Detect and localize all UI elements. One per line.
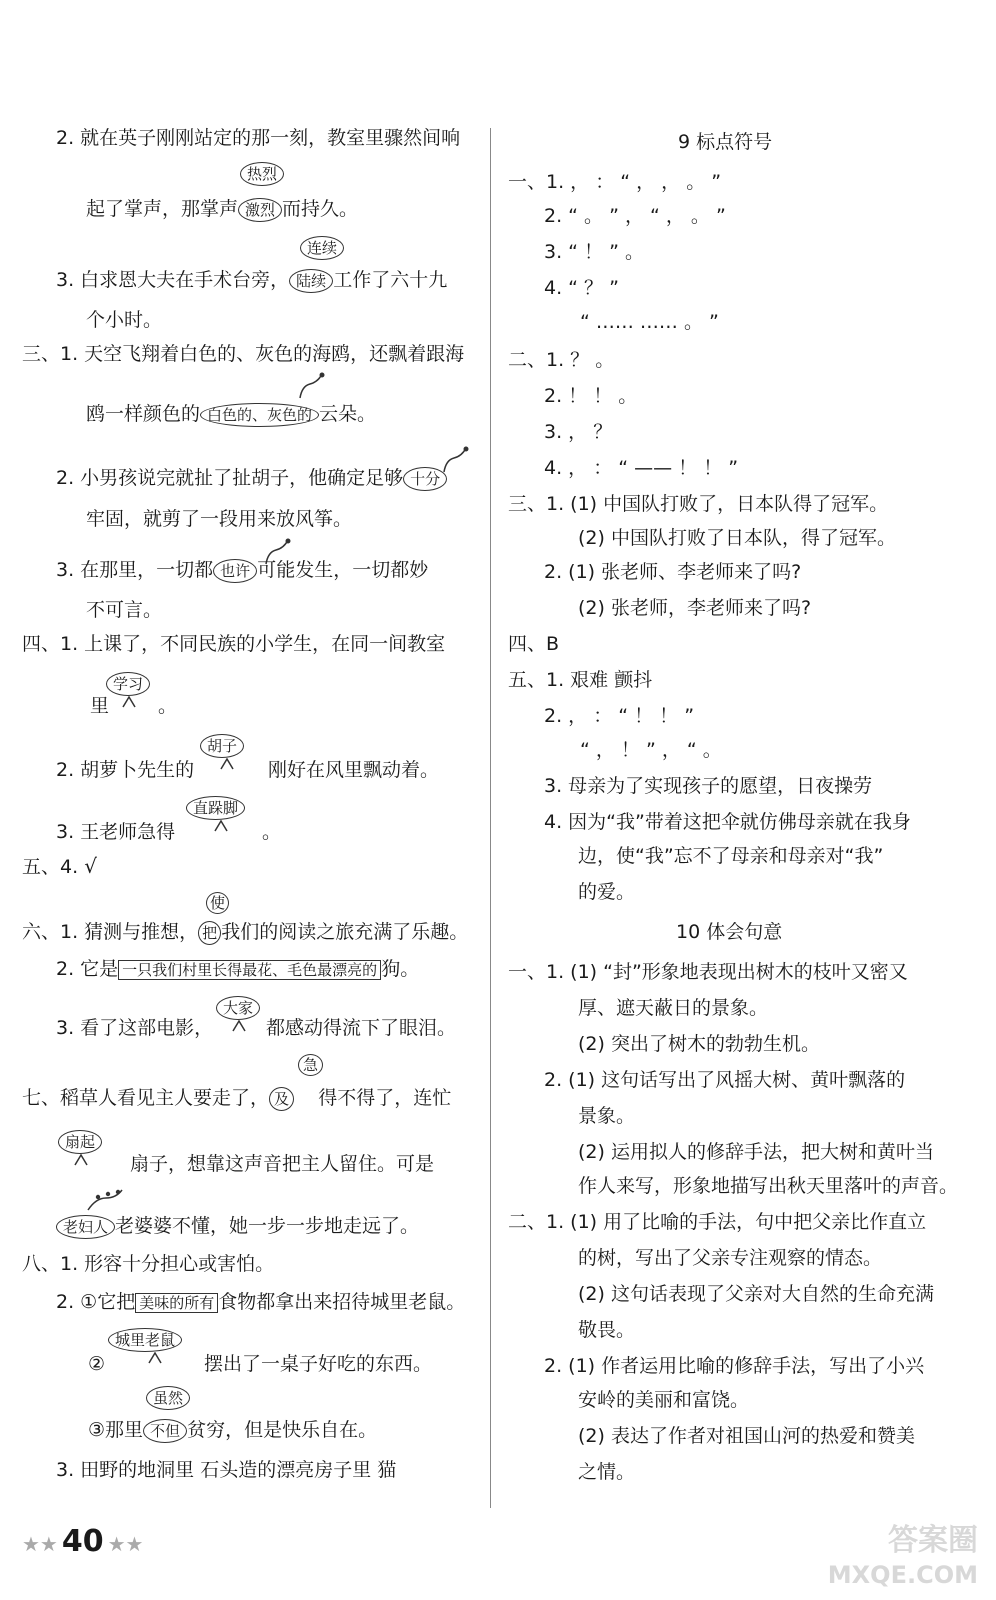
answer-line: 安岭的美丽和富饶。: [578, 1389, 750, 1411]
insert-caret-icon: [74, 1154, 88, 1166]
insert-caret-icon: [148, 1352, 162, 1364]
answer-line: 3. 在那里，一切都 也许 可能发生，一切都妙: [56, 559, 429, 581]
answer-line: 一、1. (1) “封”形象地表现出树木的枝叶又密又: [508, 961, 908, 983]
answer-line: (2) 这句话表现了父亲对大自然的生命充满: [578, 1283, 934, 1305]
marked-word-oval: 陆续: [289, 269, 333, 293]
answer-line: 扇子，想靠这声音把主人留住。可是: [130, 1153, 435, 1175]
answer-line: 。: [158, 695, 178, 717]
column-divider: [490, 128, 491, 1508]
insert-caret-icon: [232, 1020, 246, 1032]
answer-line: 牢固，就剪了一段用来放风筝。: [86, 508, 353, 530]
insert-oval: 大家: [216, 996, 260, 1020]
insert-caret-icon: [214, 820, 228, 832]
check-mark: √: [84, 854, 97, 878]
answer-line: 2. 小男孩说完就扯了扯胡子，他确定足够 十分: [56, 464, 447, 492]
answer-line: 不可言。: [86, 599, 163, 621]
answer-line: 边，使“我”忘不了母亲和母亲对“我”: [578, 845, 884, 867]
answer-line: 2. 胡萝卜先生的: [56, 759, 195, 781]
answer-line: 的树，写出了父亲专注观察的情态。: [578, 1247, 883, 1269]
marked-word-oval: 老妇人: [56, 1215, 115, 1239]
answer-line: 2. (1) 这句话写出了风摇大树、黄叶飘落的: [544, 1069, 906, 1091]
insert-caret-icon: [220, 758, 234, 770]
answer-line: 四、1. 上课了，不同民族的小学生，在同一间教室: [22, 633, 446, 655]
insert-oval: 学习: [106, 672, 150, 696]
answer-line: ②: [88, 1353, 106, 1375]
correction-oval: 连续: [300, 236, 344, 260]
watermark-url: MXQE.COM: [827, 1561, 978, 1589]
section-heading: 10 体会句意: [676, 921, 783, 943]
answer-line: “ ， ！ ” ， “ 。: [580, 739, 722, 761]
delete-mark-icon: [296, 372, 326, 402]
answer-line: 里: [90, 695, 110, 717]
answer-line: 二、1. (1) 用了比喻的手法，句中把父亲比作直立: [508, 1211, 927, 1233]
answer-line: (2) 表达了作者对祖国山河的热爱和赞美: [578, 1425, 915, 1447]
answer-line: 4. 因为“我”带着这把伞就仿佛母亲就在我身: [544, 811, 911, 833]
answer-line: 3. 王老师急得: [56, 821, 176, 843]
page-number-footer: [22, 1524, 143, 1559]
boxed-phrase: 一只我们村里长得最花、毛色最漂亮的: [118, 960, 381, 980]
star-icon: ★★: [107, 1532, 144, 1556]
answer-line: 2. 就在英子刚刚站定的那一刻，教室里骤然间响: [56, 127, 461, 149]
page-number: 40: [61, 1524, 104, 1559]
marked-word-oval: 十分: [403, 467, 447, 491]
answer-line: (2) 中国队打败了日本队，得了冠军。: [578, 527, 896, 549]
answer-line: 4. “ ？ ”: [544, 277, 619, 299]
answer-line: 都感动得流下了眼泪。: [266, 1017, 457, 1039]
marked-word-oval: 白色的、灰色的: [200, 403, 319, 427]
answer-line: 老妇人 老婆婆不懂，她一步一步地走远了。: [56, 1212, 419, 1240]
site-watermark: [828, 1524, 978, 1592]
answer-line: 4. ， ： “ —— ！ ！ ”: [544, 457, 739, 479]
answer-line: 2. ①它把 美味的所有 食物都拿出来招待城里老鼠。: [56, 1291, 466, 1313]
answer-line: 三、1. (1) 中国队打败了，日本队得了冠军。: [508, 493, 889, 515]
answer-line: 鸥一样颜色的 白色的、灰色的 云朵。: [86, 403, 377, 425]
boxed-phrase: 美味的所有: [135, 1293, 218, 1313]
answer-line: 2. 它是 一只我们村里长得最花、毛色最漂亮的 狗。: [56, 958, 420, 980]
marked-word-oval: 也许: [213, 559, 257, 583]
answer-line: 刚好在风里飘动着。: [268, 759, 440, 781]
insert-caret-icon: [122, 696, 136, 708]
answer-line: 3. 看了这部电影，: [56, 1017, 214, 1039]
insert-oval: 直跺脚: [186, 796, 245, 820]
star-icon: ★★: [22, 1532, 58, 1556]
answer-line: 一、1. ， ： “ ， ， 。 ”: [508, 171, 722, 193]
correction-oval: 虽然: [146, 1386, 190, 1410]
answer-line: 五、1. 艰难 颤抖: [508, 669, 653, 691]
answer-line: 之情。: [578, 1461, 636, 1483]
answer-line: 景象。: [578, 1105, 636, 1127]
answer-line: 八、1. 形容十分担心或害怕。: [22, 1253, 275, 1275]
answer-line: 2. ， ： “ ！ ！ ”: [544, 705, 695, 727]
marked-word-oval: 及: [269, 1087, 294, 1111]
answer-line: 3. 母亲为了实现孩子的愿望，日夜操劳: [544, 775, 873, 797]
answer-line: ③那里 不但 贫穷，但是快乐自在。: [88, 1419, 378, 1441]
answer-line: 个小时。: [86, 309, 163, 331]
insert-oval: 扇起: [58, 1130, 102, 1154]
answer-line: (2) 突出了树木的勃勃生机。: [578, 1033, 820, 1055]
correction-oval: 急: [298, 1054, 323, 1076]
answer-line: 的爱。: [578, 881, 636, 903]
answer-line: 六、1. 猜测与推想， 把 我们的阅读之旅充满了乐趣。: [22, 921, 469, 943]
answer-line: 五、4. √: [22, 854, 97, 878]
insert-oval: 胡子: [200, 734, 244, 758]
answer-line: 四、B: [508, 633, 560, 655]
delete-mark-icon: [86, 1188, 126, 1212]
marked-word-oval: 不但: [143, 1419, 187, 1443]
answer-line: 2. “ 。 ” ， “ ， 。 ”: [544, 205, 726, 227]
answer-line: 起了掌声，那掌声 激烈 而持久。: [86, 198, 359, 220]
answer-line: 3. 白求恩大夫在手术台旁， 陆续 工作了六十九: [56, 269, 448, 291]
answer-line: 3. “ ！ ” 。: [544, 241, 644, 263]
answer-line: 2. (1) 作者运用比喻的修辞手法，写出了小兴: [544, 1355, 925, 1377]
answer-line: “ …… …… 。 ”: [580, 311, 719, 333]
correction-oval: 热烈: [240, 162, 284, 186]
answer-line: 三、1. 天空飞翔着白色的、灰色的海鸥，还飘着跟海: [22, 343, 465, 365]
answer-line: 作人来写，形象地描写出秋天里落叶的声音。: [578, 1175, 959, 1197]
correction-oval: 使: [206, 892, 229, 914]
marked-word-oval: 激烈: [238, 198, 282, 222]
answer-line: 3. ， ？: [544, 421, 613, 443]
answer-line: 。: [262, 821, 282, 843]
answer-line: 3. 田野的地洞里 石头造的漂亮房子里 猫: [56, 1459, 397, 1481]
answer-line: (2) 张老师，李老师来了吗?: [578, 597, 812, 619]
section-heading: 9 标点符号: [678, 131, 773, 153]
insert-oval: 城里老鼠: [108, 1328, 182, 1352]
answer-line: 二、1. ？ 。: [508, 349, 615, 371]
answer-line: 2. ！ ！ 。: [544, 385, 638, 407]
watermark-logo: 答案圈: [888, 1523, 978, 1558]
answer-line: 2. (1) 张老师、李老师来了吗?: [544, 561, 802, 583]
answer-line: 摆出了一桌子好吃的东西。: [204, 1353, 433, 1375]
answer-line: (2) 运用拟人的修辞手法，把大树和黄叶当: [578, 1141, 934, 1163]
marked-word-oval: 把: [198, 921, 221, 945]
answer-line: 敬畏。: [578, 1319, 636, 1341]
answer-line: 厚、遮天蔽日的景象。: [578, 997, 769, 1019]
answer-line: 七、稻草人看见主人要走了， 及 得不得了，连忙: [22, 1087, 452, 1109]
